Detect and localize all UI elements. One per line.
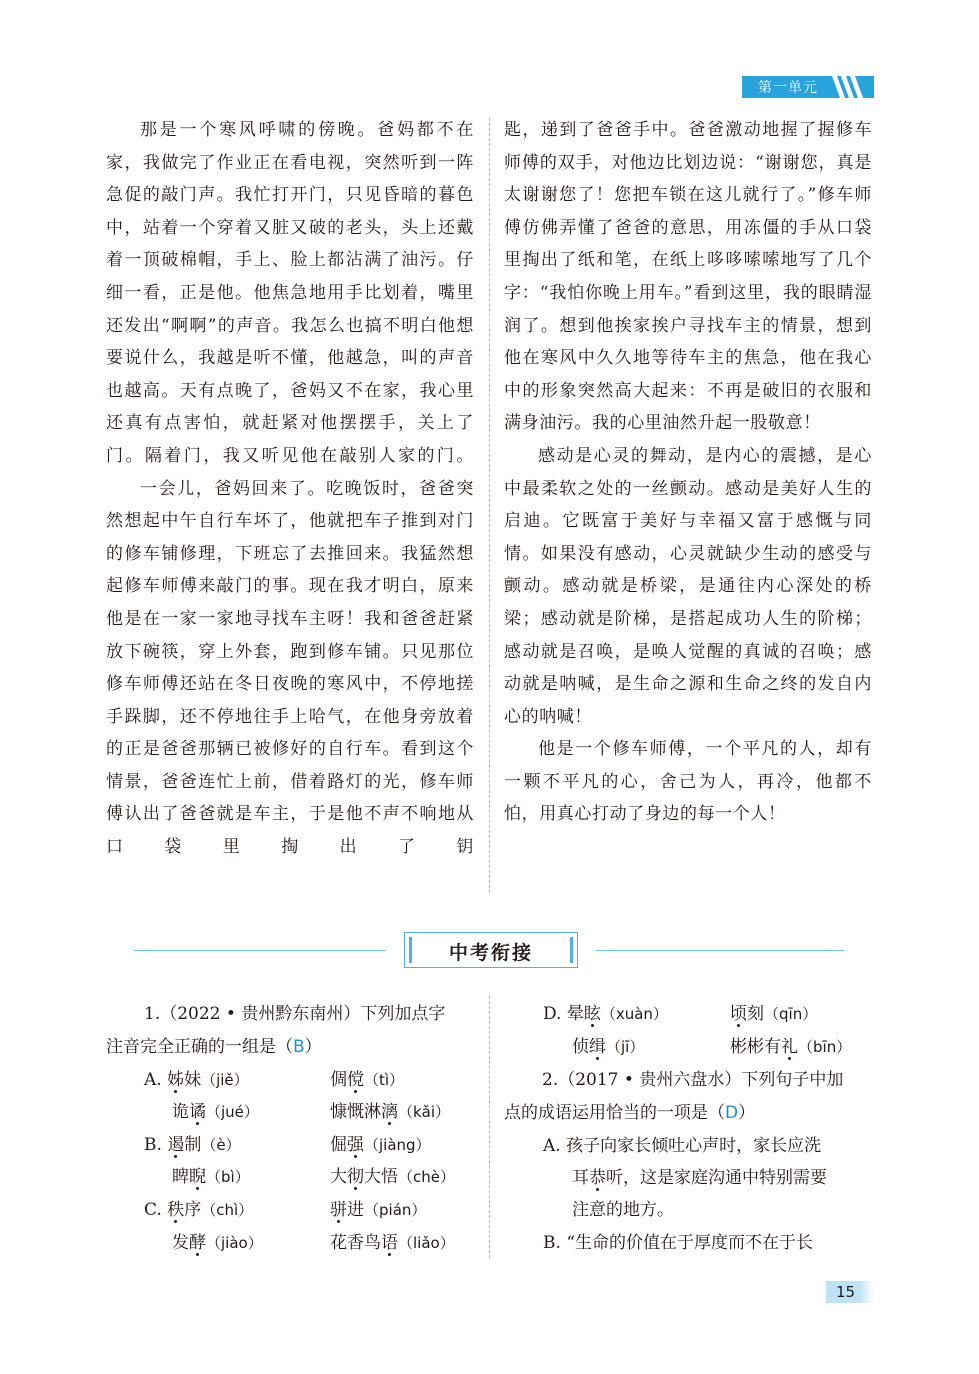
dotted-char: 傥 xyxy=(347,1070,364,1090)
article-paragraph: 他是一个修车师傅，一个平凡的人，却有一颗不平凡的心，舍己为人，再冷，他都不怕，用真心打动了身边的每一个人！ xyxy=(504,739,872,825)
pinyin: （xuàn） xyxy=(600,1005,668,1023)
word-char: 慷慨淋 xyxy=(330,1102,381,1122)
word-char: 妹 xyxy=(184,1070,202,1090)
q1-option-a-word4 xyxy=(330,1096,450,1128)
pinyin: （chè） xyxy=(398,1168,455,1186)
word-char: 大 xyxy=(330,1167,347,1187)
word-char: 倔 xyxy=(330,1135,347,1155)
dotted-char: 语 xyxy=(381,1233,398,1253)
dotted-char: 骈 xyxy=(330,1200,347,1220)
option-label: A. xyxy=(543,1136,561,1156)
pinyin: （qīn） xyxy=(764,1005,818,1023)
dotted-phrase: 耳恭听 xyxy=(572,1168,623,1188)
q1-option-b-word2 xyxy=(330,1129,431,1161)
pinyin: （pián） xyxy=(364,1201,427,1219)
word-char: 刻 xyxy=(747,1004,764,1024)
column-divider xyxy=(489,996,490,1258)
word-char: 睥 xyxy=(172,1167,189,1187)
dotted-char: 姊 xyxy=(167,1070,185,1090)
dotted-char: 缉 xyxy=(589,1037,606,1057)
option-text: 注意的地方。 xyxy=(572,1200,674,1220)
dotted-char: 酵 xyxy=(189,1233,206,1253)
q1-option-a-row1 xyxy=(144,1064,249,1096)
option-text: “生命的价值在于厚度而不在于长 xyxy=(566,1233,814,1253)
pinyin: （jué） xyxy=(206,1103,259,1121)
question-1 xyxy=(106,998,476,1063)
article-paragraph: 感动是心灵的舞动，是内心的震撼，是心中最柔软之处的一丝颤动。感动是美好人生的启迪。它既富于美好与幸福又富于感慨与同情。如果没有感动，心灵就缺少生动的感受与颤动。感动就是桥梁，是通往内心深处的桥梁；感动就是阶梯，是搭起成功人生的阶梯；感动就是召唤，是唤人觉醒的真诚的召唤；感动就是呐喊，是生命之源和生命之终的发自内心的呐喊！ xyxy=(504,445,872,727)
question-2-stem-line2 xyxy=(504,1097,874,1130)
pinyin: （jiě） xyxy=(201,1071,249,1089)
page-number: 15 xyxy=(826,1281,874,1303)
word-char: 制 xyxy=(184,1135,202,1155)
dotted-char: 礼 xyxy=(781,1037,798,1057)
section-heading-box xyxy=(404,932,578,968)
word-char: 进 xyxy=(347,1200,364,1220)
dotted-char: 强 xyxy=(347,1135,364,1155)
question-2 xyxy=(504,1064,874,1129)
dotted-char: 遏 xyxy=(167,1135,185,1155)
pinyin: （chì） xyxy=(201,1201,254,1219)
question-2-stem-text: 点的成语运用恰当的一项是（ xyxy=(504,1102,725,1123)
q2-option-a-line3 xyxy=(572,1194,674,1226)
option-label: B. xyxy=(543,1233,561,1253)
q1-option-a-word2 xyxy=(330,1064,404,1096)
question-2-stem-close: ） xyxy=(738,1102,756,1123)
q1-option-b-word4 xyxy=(330,1161,455,1193)
pinyin: （jiàng） xyxy=(364,1136,431,1154)
word-char: 发 xyxy=(172,1233,189,1253)
question-1-answer: B xyxy=(293,1036,305,1057)
word-char: 序 xyxy=(184,1200,202,1220)
word-char: 诡 xyxy=(172,1102,189,1122)
section-title: 中考衔接 xyxy=(448,942,533,964)
question-1-stem-line1: 1.（2022 • 贵州黔东南州）下列加点字 xyxy=(144,1004,446,1024)
q1-option-d-word4 xyxy=(730,1031,851,1063)
q1-option-c-word2 xyxy=(330,1194,426,1226)
dotted-char: 漓 xyxy=(381,1102,398,1122)
q1-option-b-row2 xyxy=(172,1161,250,1193)
pinyin: （liǎo） xyxy=(398,1234,455,1252)
dotted-char: 睨 xyxy=(189,1167,206,1187)
dotted-char: 彻 xyxy=(347,1167,364,1187)
option-text: 孩子向家长倾吐心声时，家长应洗 xyxy=(566,1136,822,1156)
pinyin: （tì） xyxy=(364,1071,405,1089)
pinyin: （bīn） xyxy=(798,1038,852,1056)
pinyin: （jī） xyxy=(606,1038,645,1056)
q1-option-c-row2 xyxy=(172,1227,263,1259)
pinyin: （bì） xyxy=(206,1168,250,1186)
question-2-answer: D xyxy=(725,1102,739,1123)
article-paragraph: 那是一个寒风呼啸的傍晚。爸妈都不在家，我做完了作业正在看电视，突然听到一阵急促的敲门声。我忙打开门，只见昏暗的暮色中，站着一个穿着又脏又破的老头，头上还戴着一顶破棉帽，手上、脸上都沾满了油污。仔细一看，正是他。他焦急地用手比划着，嘴里还发出“啊啊”的声音。我怎么也搞不明白他想要说什么，我越是听不懂，他越急，叫的声音也越高。天有点晚了，爸妈又不在家，我心里还真有点害怕，就赶紧对他摆摆手，关上了门。隔着门，我又听见他在敲别人家的门。 xyxy=(106,120,474,466)
option-text: ，这是家庭沟通中特别需要 xyxy=(623,1168,827,1188)
option-label: D. xyxy=(543,1004,562,1024)
option-label: C. xyxy=(144,1200,162,1220)
slash-decoration-icon xyxy=(828,76,868,98)
word-char: 大悟 xyxy=(364,1167,398,1187)
q1-option-d-row1 xyxy=(543,998,668,1030)
dotted-char: 顷 xyxy=(730,1004,747,1024)
dotted-char: 秩 xyxy=(167,1200,185,1220)
article-right-column xyxy=(504,114,872,831)
option-label: B. xyxy=(144,1135,162,1155)
question-1-stem-close: ） xyxy=(304,1036,322,1057)
unit-label: 第一单元 xyxy=(758,80,818,96)
question-1-stem-line2 xyxy=(106,1031,476,1064)
dotted-char: 谲 xyxy=(189,1102,206,1122)
column-divider xyxy=(489,118,490,893)
word-char: 花香鸟 xyxy=(330,1233,381,1253)
question-1-stem-text: 注音完全正确的一组是（ xyxy=(106,1036,293,1057)
q2-option-a-line2 xyxy=(572,1162,827,1194)
article-paragraph: 一会儿，爸妈回来了。吃晚饭时，爸爸突然想起中午自行车坏了，他就把车子推到对门的修车铺修理，下班忘了去推回来。我猛然想起修车师傅来敲门的事。现在我才明白，原来他是在一家一家地寻找车主呀！我和爸爸赶紧放下碗筷，穿上外套，跑到修车铺。只见那位修车师傅还站在冬日夜晚的寒风中，不停地搓手跺脚，还不停地往手上哈气，在他身旁放着的正是爸爸那辆已被修好的自行车。看到这个情景，爸爸连忙上前，借着路灯的光，修车师傅认出了爸爸就是车主，于是他不声不响地从口袋里掏出了钥 xyxy=(106,478,474,858)
unit-header-tab xyxy=(742,76,874,98)
q1-option-d-row2 xyxy=(572,1031,644,1063)
q1-option-d-word2 xyxy=(730,998,817,1030)
article-paragraph: 匙，递到了爸爸手中。爸爸激动地握了握修车师傅的双手，对他边比划边说：“谢谢您，真是太谢谢您了！您把车锁在这儿就行了。”修车师傅仿佛弄懂了爸爸的意思，用冻僵的手从口袋里掏出了纸和笔，在纸上哆哆嗦嗦地写了几个字：“我怕你晚上用车。”看到这里，我的眼睛湿润了。想到他挨家挨户寻找车主的情景，想到他在寒风中久久地等待车主的焦急，他在我心中的形象突然高大起来：不再是破旧的衣服和满身油污。我的心里油然升起一股敬意！ xyxy=(504,120,872,434)
word-char: 彬彬有 xyxy=(730,1037,781,1057)
dotted-char: 眩 xyxy=(583,1004,601,1024)
article-left-column xyxy=(106,114,474,864)
word-char: 倜 xyxy=(330,1070,347,1090)
q2-option-b-line1 xyxy=(543,1227,813,1259)
q1-option-c-row1 xyxy=(144,1194,253,1226)
section-rule-left xyxy=(134,950,386,951)
word-char: 侦 xyxy=(572,1037,589,1057)
question-2-stem-line1: 2.（2017 • 贵州六盘水）下列句子中加 xyxy=(542,1070,844,1090)
word-char: 晕 xyxy=(566,1004,584,1024)
pinyin: （jiào） xyxy=(206,1234,263,1252)
q1-option-c-word4 xyxy=(330,1227,455,1259)
q1-option-b-row1 xyxy=(144,1129,241,1161)
option-label: A. xyxy=(144,1070,162,1090)
section-rule-right xyxy=(596,950,844,951)
pinyin: （è） xyxy=(201,1136,241,1154)
q2-option-a-line1 xyxy=(543,1130,821,1162)
pinyin: （kǎi） xyxy=(398,1103,451,1121)
q1-option-a-row2 xyxy=(172,1096,259,1128)
